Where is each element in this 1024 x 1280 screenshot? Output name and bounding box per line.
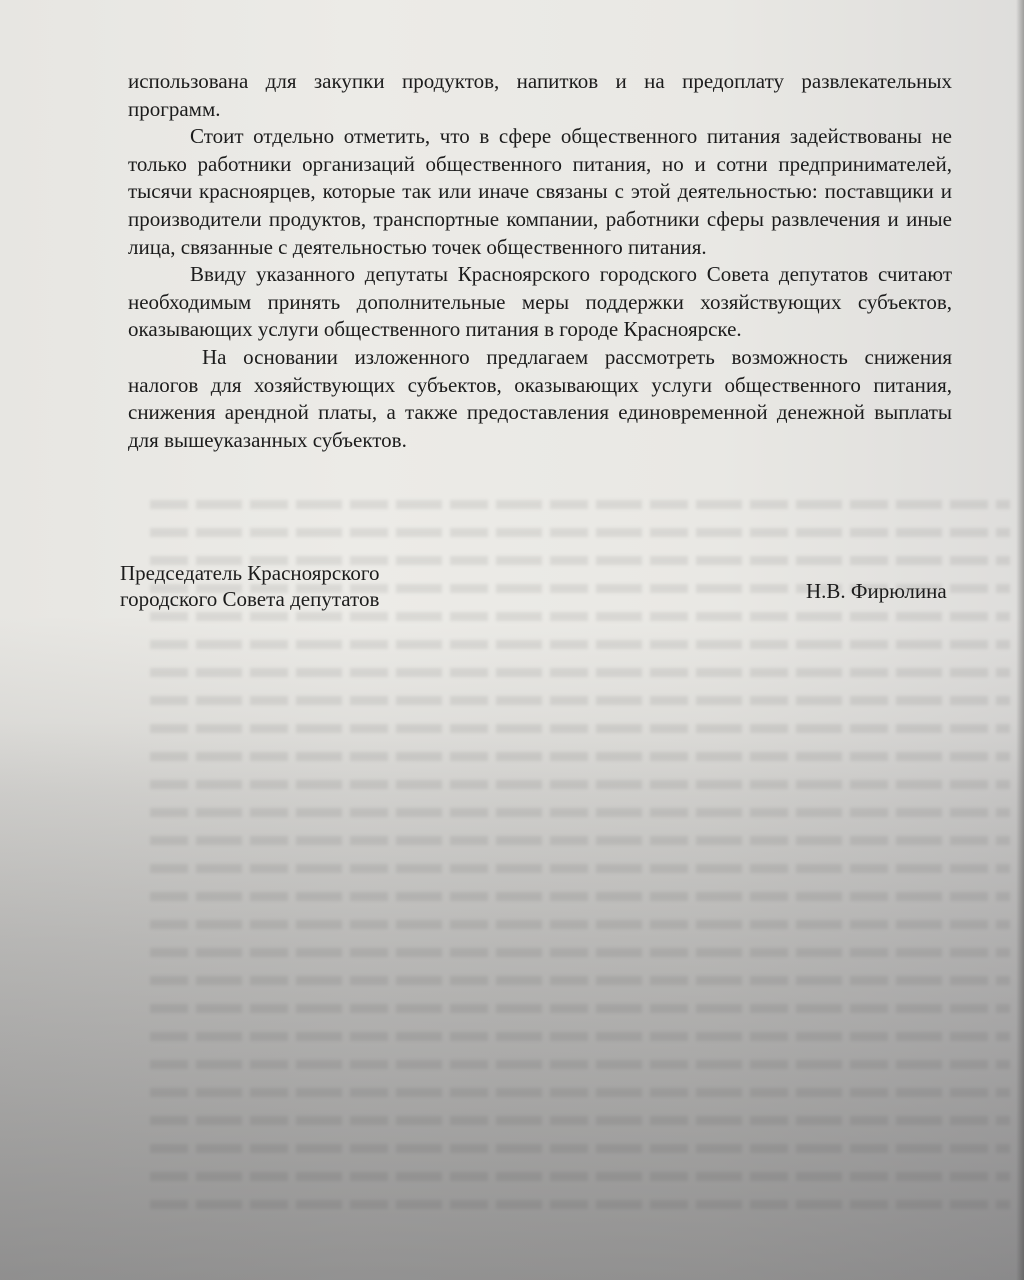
bleed-through-text xyxy=(150,500,1010,1260)
signature-name xyxy=(806,578,947,604)
photo-shadow xyxy=(0,720,1024,1280)
signature-position-line-2: городского Совета депутатов xyxy=(120,587,380,611)
document-body xyxy=(128,68,952,454)
signature-position-line-1: Председатель Красноярского xyxy=(120,561,380,585)
paragraph-continuation: использована для закупки продуктов, напитков и на предоплату развлекательных программ. xyxy=(128,69,952,121)
signature-position xyxy=(120,560,379,612)
page-edge-shadow xyxy=(1016,0,1024,1280)
signatory-name: Н.В. Фирюлина xyxy=(806,579,947,603)
paragraph-proposal: На основании изложенного предлагаем рассмотреть возможность снижения налогов для хозяйствующих субъектов, оказывающих услуги общественного питания, снижения арендной платы, а также предоставления единовременной денежной выплаты для вышеуказанных субъектов. xyxy=(128,344,952,452)
paragraph-deputies-support: Ввиду указанного депутаты Красноярского городского Совета депутатов считают необходимым принять дополнительные меры поддержки хозяйствующих субъектов, оказывающих услуги общественного питания в городе Красноярске. xyxy=(128,262,952,342)
paragraph-public-catering: Стоит отдельно отметить, что в сфере общественного питания задействованы не только работники организаций общественного питания, но и сотни предпринимателей, тысячи красноярцев, которые так или иначе связаны с этой деятельностью: поставщики и производители продуктов, транспортные компании, работники сферы развлечения и иные лица, связанные с деятельностью точек общественного питания. xyxy=(128,124,952,259)
